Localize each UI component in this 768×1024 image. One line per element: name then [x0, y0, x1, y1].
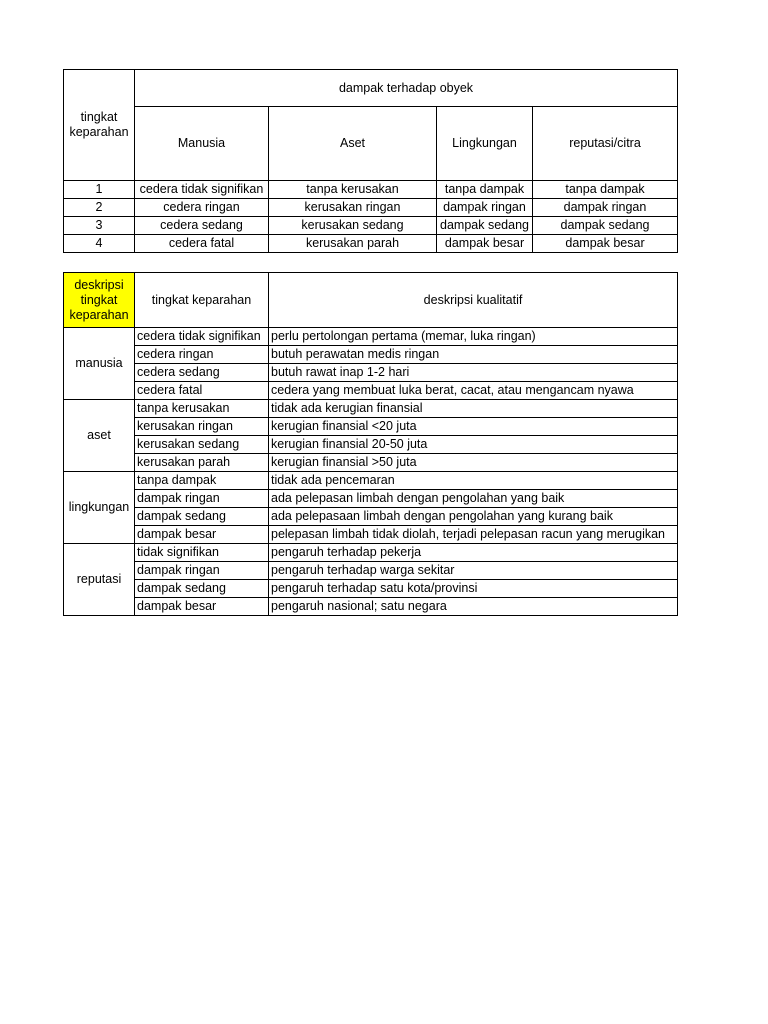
table-row — [64, 400, 678, 418]
level-cell: kerusakan ringan — [135, 418, 269, 436]
table-row — [64, 508, 678, 526]
manusia-cell: cedera sedang — [135, 217, 269, 235]
header-deskripsi-tingkat-keparahan: deskripsi tingkat keparahan — [64, 273, 135, 328]
level-cell: dampak sedang — [135, 508, 269, 526]
severity-level-table — [63, 69, 678, 253]
aset-cell: tanpa kerusakan — [269, 181, 437, 199]
reputasi-cell: tanpa dampak — [533, 181, 678, 199]
description-cell: pengaruh terhadap pekerja — [269, 544, 678, 562]
group-aset: aset — [64, 400, 135, 472]
group-reputasi: reputasi — [64, 544, 135, 616]
group-manusia: manusia — [64, 328, 135, 400]
description-cell: tidak ada pencemaran — [269, 472, 678, 490]
table-row — [64, 217, 678, 235]
level-cell: cedera sedang — [135, 364, 269, 382]
manusia-cell: cedera fatal — [135, 235, 269, 253]
level-cell: tidak signifikan — [135, 544, 269, 562]
level-cell: tanpa kerusakan — [135, 400, 269, 418]
description-cell: kerugian finansial <20 juta — [269, 418, 678, 436]
header-dampak-terhadap-obyek: dampak terhadap obyek — [135, 70, 678, 107]
lingkungan-cell: dampak sedang — [437, 217, 533, 235]
level-cell: dampak besar — [135, 526, 269, 544]
manusia-cell: cedera tidak signifikan — [135, 181, 269, 199]
table-row — [64, 328, 678, 346]
description-cell: butuh rawat inap 1-2 hari — [269, 364, 678, 382]
description-cell: kerugian finansial >50 juta — [269, 454, 678, 472]
level-cell: 4 — [64, 235, 135, 253]
table-row — [64, 181, 678, 199]
table-row — [64, 418, 678, 436]
description-cell: cedera yang membuat luka berat, cacat, atau mengancam nyawa — [269, 382, 678, 400]
qualitative-description-table — [63, 272, 678, 616]
reputasi-cell: dampak besar — [533, 235, 678, 253]
header-manusia: Manusia — [135, 107, 269, 181]
table-row — [64, 580, 678, 598]
level-cell: 3 — [64, 217, 135, 235]
aset-cell: kerusakan sedang — [269, 217, 437, 235]
level-cell: 1 — [64, 181, 135, 199]
table-row — [64, 346, 678, 364]
level-cell: kerusakan sedang — [135, 436, 269, 454]
level-cell: dampak ringan — [135, 490, 269, 508]
table-row — [64, 235, 678, 253]
aset-cell: kerusakan parah — [269, 235, 437, 253]
description-cell: pengaruh nasional; satu negara — [269, 598, 678, 616]
description-cell: pengaruh terhadap satu kota/provinsi — [269, 580, 678, 598]
table-row — [64, 199, 678, 217]
reputasi-cell: dampak sedang — [533, 217, 678, 235]
table-row — [64, 490, 678, 508]
description-cell: ada pelepasaan limbah dengan pengolahan yang kurang baik — [269, 508, 678, 526]
table-row — [64, 454, 678, 472]
description-cell: perlu pertolongan pertama (memar, luka ringan) — [269, 328, 678, 346]
header-lingkungan: Lingkungan — [437, 107, 533, 181]
header-aset: Aset — [269, 107, 437, 181]
table-row — [64, 382, 678, 400]
table-row — [64, 526, 678, 544]
group-lingkungan: lingkungan — [64, 472, 135, 544]
level-cell: cedera ringan — [135, 346, 269, 364]
table-row — [64, 364, 678, 382]
header-deskripsi-kualitatif: deskripsi kualitatif — [269, 273, 678, 328]
header-tingkat-keparahan: tingkat keparahan — [135, 273, 269, 328]
reputasi-cell: dampak ringan — [533, 199, 678, 217]
aset-cell: kerusakan ringan — [269, 199, 437, 217]
description-cell: pengaruh terhadap warga sekitar — [269, 562, 678, 580]
header-tingkat-keparahan: tingkat keparahan — [64, 70, 135, 181]
table-row — [64, 598, 678, 616]
level-cell: kerusakan parah — [135, 454, 269, 472]
table-row — [64, 544, 678, 562]
header-reputasi: reputasi/citra — [533, 107, 678, 181]
description-cell: kerugian finansial 20-50 juta — [269, 436, 678, 454]
table-row — [64, 562, 678, 580]
level-cell: tanpa dampak — [135, 472, 269, 490]
description-cell: tidak ada kerugian finansial — [269, 400, 678, 418]
level-cell: dampak sedang — [135, 580, 269, 598]
level-cell: dampak besar — [135, 598, 269, 616]
level-cell: cedera fatal — [135, 382, 269, 400]
level-cell: 2 — [64, 199, 135, 217]
description-cell: pelepasan limbah tidak diolah, terjadi pelepasan racun yang merugikan — [269, 526, 678, 544]
table-row — [64, 436, 678, 454]
level-cell: dampak ringan — [135, 562, 269, 580]
lingkungan-cell: tanpa dampak — [437, 181, 533, 199]
description-cell: ada pelepasan limbah dengan pengolahan yang baik — [269, 490, 678, 508]
lingkungan-cell: dampak ringan — [437, 199, 533, 217]
lingkungan-cell: dampak besar — [437, 235, 533, 253]
level-cell: cedera tidak signifikan — [135, 328, 269, 346]
manusia-cell: cedera ringan — [135, 199, 269, 217]
description-cell: butuh perawatan medis ringan — [269, 346, 678, 364]
table-row — [64, 472, 678, 490]
